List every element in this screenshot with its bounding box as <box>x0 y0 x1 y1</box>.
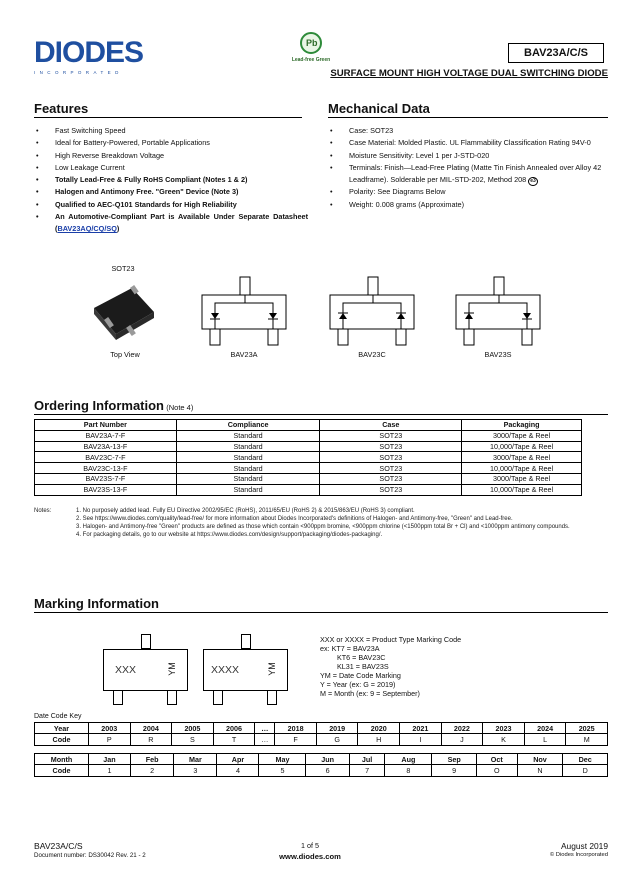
marking-box-4char <box>203 634 288 706</box>
lead-free-icon <box>300 32 322 54</box>
logo-subtext: INCORPORATED <box>34 70 123 75</box>
column-header: Packaging <box>462 420 582 431</box>
company-logo <box>34 38 159 78</box>
date-code-key-title: Date Code Key <box>34 713 82 720</box>
footer-website-link[interactable]: www.diodes.com <box>279 852 341 861</box>
table-cell: Year <box>35 723 89 734</box>
table-cell: Jul <box>349 754 385 765</box>
marking-title: Marking Information <box>34 596 159 611</box>
table-cell: 3000/Tape & Reel <box>462 473 582 484</box>
feature-item: • High Reverse Breakdown Voltage <box>34 150 308 162</box>
table-cell: Code <box>35 765 89 776</box>
column-header: Part Number <box>35 420 177 431</box>
table-cell: 6 <box>306 765 349 776</box>
table-cell: P <box>89 734 131 745</box>
table-cell: SOT23 <box>320 473 462 484</box>
month-code-row <box>35 765 608 776</box>
table-cell: R <box>130 734 172 745</box>
table-cell: BAV23S-7-F <box>35 473 177 484</box>
table-cell: O <box>476 765 517 776</box>
table-cell: Oct <box>476 754 517 765</box>
bav23s-diagram <box>452 276 544 348</box>
table-cell: … <box>255 734 275 745</box>
month-row <box>35 754 608 765</box>
table-cell: BAV23A-13-F <box>35 441 177 452</box>
ordering-heading <box>34 398 193 413</box>
table-cell: K <box>483 734 525 745</box>
table-cell: M <box>566 734 608 745</box>
ordering-title: Ordering Information <box>34 398 164 413</box>
mechanical-item: • Case Material: Molded Plastic. UL Flammability Classification Rating 94V-0 <box>328 137 606 149</box>
ordering-table <box>34 419 582 496</box>
table-cell: S <box>172 734 214 745</box>
table-cell: 2004 <box>130 723 172 734</box>
table-cell: D <box>563 765 608 776</box>
column-header: Compliance <box>176 420 320 431</box>
legend-line: YM = Date Code Marking <box>320 671 401 680</box>
table-cell: Standard <box>176 441 320 452</box>
table-cell: G <box>316 734 358 745</box>
mechanical-item-terminals <box>328 162 606 187</box>
feature-item: • Totally Lead-Free & Fully RoHS Compliant (Notes 1 & 2) <box>34 174 308 186</box>
ordering-header-row <box>35 420 582 431</box>
table-cell: Standard <box>176 430 320 441</box>
table-cell: 9 <box>432 765 477 776</box>
table-cell: SOT23 <box>320 441 462 452</box>
table-cell: 2022 <box>441 723 483 734</box>
note-item: 2. See https://www.diodes.com/quality/lead-free/ for more information about Diodes Incorporated's definitions of Halogen- and Antimony-free, "Green" and Lead-free. <box>76 516 513 522</box>
pin-left <box>113 690 123 705</box>
table-cell: 2 <box>131 765 174 776</box>
table-cell: 2003 <box>89 723 131 734</box>
note-item: 3. Halogen- and Antimony-free "Green" products are defined as those which contain <900ppm bromine, <900ppm chlorine (<1500ppm total Br + Cl) and <1000ppm antimony compounds. <box>76 524 570 530</box>
table-row <box>35 484 582 495</box>
table-cell: BAV23C-13-F <box>35 463 177 474</box>
ordering-note-ref: (Note 4) <box>166 403 194 412</box>
table-cell: 5 <box>259 765 306 776</box>
table-row <box>35 441 582 452</box>
table-cell: 2021 <box>400 723 442 734</box>
table-cell: H <box>358 734 400 745</box>
legend-line: M = Month (ex: 9 = September) <box>320 689 420 698</box>
mechanical-item: • Weight: 0.008 grams (Approximate) <box>328 199 606 211</box>
lead-free-label: Lead-free Green <box>291 57 331 63</box>
pb-symbol: Pb <box>306 38 318 48</box>
marking-box-3char <box>103 634 188 706</box>
bav23a-label: BAV23A <box>230 350 258 359</box>
table-cell: N <box>517 765 563 776</box>
marking-divider <box>34 612 608 613</box>
table-cell: 2005 <box>172 723 214 734</box>
table-cell: Apr <box>217 754 259 765</box>
marking-ym: YM <box>266 662 277 676</box>
footer-copyright: © Diodes Incorporated <box>549 852 608 858</box>
table-row <box>35 473 582 484</box>
table-cell: Jan <box>89 754 131 765</box>
year-code-row <box>35 734 608 745</box>
table-cell: Sep <box>432 754 477 765</box>
table-cell: 3000/Tape & Reel <box>462 430 582 441</box>
table-cell: Jun <box>306 754 349 765</box>
part-number-box: BAV23A/C/S <box>508 43 604 63</box>
footer-date: August 2019 <box>560 841 608 851</box>
table-cell: Standard <box>176 473 320 484</box>
table-cell: 10,000/Tape & Reel <box>462 441 582 452</box>
sot23-package-image <box>88 282 160 344</box>
table-cell: 10,000/Tape & Reel <box>462 484 582 495</box>
mechanical-item: • Case: SOT23 <box>328 125 606 137</box>
feature-item: • Fast Switching Speed <box>34 125 308 137</box>
column-header: Case <box>320 420 462 431</box>
table-cell: 2019 <box>316 723 358 734</box>
ordering-divider <box>34 414 608 415</box>
table-cell: Standard <box>176 452 320 463</box>
table-cell: BAV23A-7-F <box>35 430 177 441</box>
table-cell: SOT23 <box>320 484 462 495</box>
notes-list <box>76 507 604 539</box>
marking-ym: YM <box>166 662 177 676</box>
feature-item: • Low Leakage Current <box>34 162 308 174</box>
table-cell: 4 <box>217 765 259 776</box>
pin-left <box>213 690 223 705</box>
legend-line: Y = Year (ex: G = 2019) <box>320 680 396 689</box>
table-cell: Code <box>35 734 89 745</box>
terminals-text: Terminals: Finish—Lead-Free Plating (Matte Tin Finish Annealed over Alloy 42 Leadframe). Solderable per MIL-STD-202, Method 208 <box>349 162 602 185</box>
month-code-table <box>34 753 608 777</box>
table-cell: 2006 <box>213 723 255 734</box>
table-cell: I <box>400 734 442 745</box>
feature-item-automotive <box>34 211 308 236</box>
table-cell: BAV23S-13-F <box>35 484 177 495</box>
mechanical-title: Mechanical Data <box>328 101 430 116</box>
legend-line: KT6 = BAV23C <box>337 653 386 662</box>
table-cell: SOT23 <box>320 463 462 474</box>
top-view-label: Top View <box>110 350 140 359</box>
legend-line: XXX or XXXX = Product Type Marking Code <box>320 635 462 644</box>
table-cell: 2023 <box>483 723 525 734</box>
table-cell: Feb <box>131 754 174 765</box>
pin-top <box>241 634 251 649</box>
table-cell: 10,000/Tape & Reel <box>462 463 582 474</box>
table-cell: L <box>524 734 566 745</box>
bav23a-diagram <box>198 276 290 348</box>
table-cell: J <box>441 734 483 745</box>
automotive-text: An Automotive-Compliant Part is Available Under Separate Datasheet ( <box>55 212 308 234</box>
table-cell: 7 <box>349 765 385 776</box>
table-cell: Nov <box>517 754 563 765</box>
package-label: SOT23 <box>111 264 135 273</box>
table-cell: 8 <box>385 765 432 776</box>
bav23s-label: BAV23S <box>484 350 512 359</box>
pin-right <box>267 690 277 705</box>
table-cell: 1 <box>89 765 131 776</box>
table-cell: … <box>255 723 275 734</box>
footer-doc-number: Document number: DS30042 Rev. 21 - 2 <box>34 852 146 859</box>
table-cell: 2025 <box>566 723 608 734</box>
table-cell: Month <box>35 754 89 765</box>
legend-line: ex: KT7 = BAV23A <box>320 644 380 653</box>
year-row <box>35 723 608 734</box>
mechanical-item: • Polarity: See Diagrams Below <box>328 186 606 198</box>
table-cell: Standard <box>176 484 320 495</box>
pin-right <box>167 690 177 705</box>
mechanical-item: • Moisture Sensitivity: Level 1 per J-STD-020 <box>328 150 606 162</box>
marking-code: XXXX <box>211 664 240 676</box>
table-cell: F <box>275 734 317 745</box>
features-divider <box>34 117 302 118</box>
table-cell: May <box>259 754 306 765</box>
document-subtitle: SURFACE MOUNT HIGH VOLTAGE DUAL SWITCHING DIODE <box>330 68 608 79</box>
table-cell: Mar <box>174 754 217 765</box>
table-row <box>35 452 582 463</box>
logo-text: DIODES <box>34 36 144 69</box>
features-list <box>34 125 308 236</box>
table-cell: SOT23 <box>320 430 462 441</box>
table-cell: Dec <box>563 754 608 765</box>
bav23c-label: BAV23C <box>358 350 386 359</box>
legend-line: KL31 = BAV23S <box>337 662 389 671</box>
table-cell: 2020 <box>358 723 400 734</box>
feature-item: • Ideal for Battery-Powered, Portable Applications <box>34 137 308 149</box>
table-cell: 3000/Tape & Reel <box>462 452 582 463</box>
table-cell: 3 <box>174 765 217 776</box>
marking-code: XXX <box>115 664 137 676</box>
note-item: 1. No purposely added lead. Fully EU Directive 2002/95/EC (RoHS), 2011/65/EU (RoHS 2) & 2015/863/EU (RoHS 3) compliant. <box>76 508 415 514</box>
table-cell: 2018 <box>275 723 317 734</box>
pin-top <box>141 634 151 649</box>
features-title: Features <box>34 101 89 116</box>
table-row <box>35 463 582 474</box>
feature-item: • Halogen and Antimony Free. "Green" Device (Note 3) <box>34 186 308 198</box>
footer-page-number: 1 of 5 <box>301 841 319 850</box>
table-cell: T <box>213 734 255 745</box>
table-row <box>35 430 582 441</box>
table-cell: BAV23C-7-F <box>35 452 177 463</box>
note-item: 4. For packaging details, go to our website at https://www.diodes.com/design/support/packaging/diodes-packaging/. <box>76 532 383 538</box>
year-code-table <box>34 722 608 746</box>
feature-item: • Qualified to AEC-Q101 Standards for High Reliability <box>34 199 308 211</box>
marking-legend <box>320 635 461 698</box>
e3-icon: e3 <box>530 178 536 185</box>
automotive-suffix: ) <box>116 224 120 234</box>
table-cell: Standard <box>176 463 320 474</box>
table-cell: Aug <box>385 754 432 765</box>
table-cell: SOT23 <box>320 452 462 463</box>
automotive-datasheet-link[interactable]: BAV23AQ/CQ/SQ <box>57 224 117 234</box>
mechanical-divider <box>328 117 608 118</box>
bav23c-diagram <box>326 276 418 348</box>
footer-part-number: BAV23A/C/S <box>34 841 83 851</box>
notes-label: Notes: <box>34 508 52 514</box>
mechanical-list <box>328 125 606 211</box>
table-cell: 2024 <box>524 723 566 734</box>
